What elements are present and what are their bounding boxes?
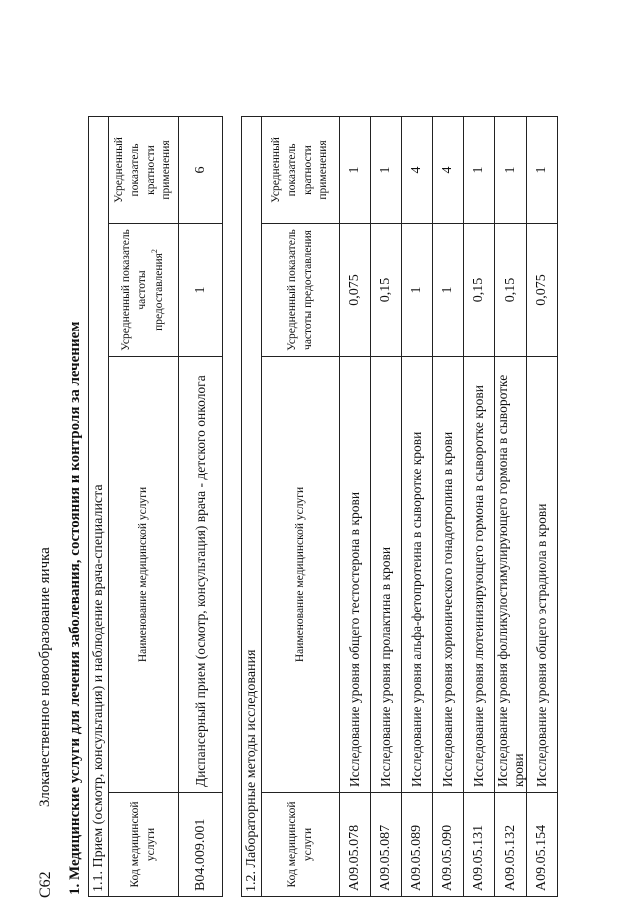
service-code: A09.05.131 xyxy=(464,793,495,897)
service-code: A09.05.089 xyxy=(402,793,433,897)
multiplicity-value: 1 xyxy=(527,116,558,223)
header-name: Наименование медицинской услуги xyxy=(109,357,179,793)
document-title: Злокачественное новообразование яичка xyxy=(37,547,53,807)
service-name: Исследование уровня пролактина в крови xyxy=(371,357,402,793)
frequency-value: 0,15 xyxy=(495,224,527,357)
table-subtitle: 1.1. Прием (осмотр, консультация) и наблюдение врача-специалиста xyxy=(89,116,109,896)
frequency-value: 1 xyxy=(402,224,433,357)
service-name: Исследование уровня лютеинизирующего гормона в сыворотке крови xyxy=(464,357,495,793)
multiplicity-value: 1 xyxy=(495,116,527,223)
table-consultations xyxy=(88,116,223,897)
table-row xyxy=(179,116,223,896)
header-multiplicity: Усредненный показатель кратности применения xyxy=(109,116,179,223)
service-name: Исследование уровня альфа-фетопротеина в сыворотке крови xyxy=(402,357,433,793)
document-code: С62 xyxy=(37,871,54,898)
header-code: Код медицинской услуги xyxy=(109,793,179,897)
service-name: Диспансерный прием (осмотр, консультация) врача - детского онколога xyxy=(179,357,223,793)
multiplicity-value: 1 xyxy=(371,116,402,223)
multiplicity-value: 4 xyxy=(402,116,433,223)
footnote-mark: 2 xyxy=(150,249,160,254)
service-code: A09.05.132 xyxy=(495,793,527,897)
service-code: B04.009.001 xyxy=(179,793,223,897)
table-row xyxy=(340,116,371,896)
service-code: A09.05.078 xyxy=(340,793,371,897)
section-heading: 1. Медицинские услуги для лечения заболевания, состояния и контроля за лечением xyxy=(67,321,83,895)
table-lab-methods xyxy=(241,116,558,897)
multiplicity-value: 1 xyxy=(340,116,371,223)
multiplicity-value: 6 xyxy=(179,116,223,223)
header-frequency: Усредненный показатель частоты предоставления$^2$ xyxy=(109,224,179,357)
multiplicity-value: 1 xyxy=(464,116,495,223)
header-code: Код медицинской услуги xyxy=(262,793,340,897)
table-row xyxy=(371,116,402,896)
header-name: Наименование медицинской услуги xyxy=(262,357,340,793)
service-code: A09.05.090 xyxy=(433,793,464,897)
service-name: Исследование уровня хорионического гонадотропина в крови xyxy=(433,357,464,793)
table-subtitle: 1.2. Лабораторные методы исследования xyxy=(242,116,262,896)
frequency-value: 0,15 xyxy=(464,224,495,357)
service-name: Исследование уровня общего эстрадиола в крови xyxy=(527,357,558,793)
frequency-value: 1 xyxy=(433,224,464,357)
frequency-value: 1 xyxy=(179,224,223,357)
header-frequency: Усредненный показатель частоты предоставления xyxy=(262,224,340,357)
table-row xyxy=(495,116,527,896)
header-multiplicity: Усредненный показатель кратности применения xyxy=(262,116,340,223)
table-row xyxy=(433,116,464,896)
service-code: A09.05.154 xyxy=(527,793,558,897)
multiplicity-value: 4 xyxy=(433,116,464,223)
frequency-value: 0,15 xyxy=(371,224,402,357)
table-row xyxy=(464,116,495,896)
service-code: A09.05.087 xyxy=(371,793,402,897)
service-name: Исследование уровня общего тестостерона в крови xyxy=(340,357,371,793)
table-row xyxy=(527,116,558,896)
frequency-value: 0,075 xyxy=(527,224,558,357)
service-name: Исследование уровня фолликулостимулирующего гормона в сыворотке крови xyxy=(495,357,527,793)
table-row xyxy=(402,116,433,896)
frequency-value: 0,075 xyxy=(340,224,371,357)
